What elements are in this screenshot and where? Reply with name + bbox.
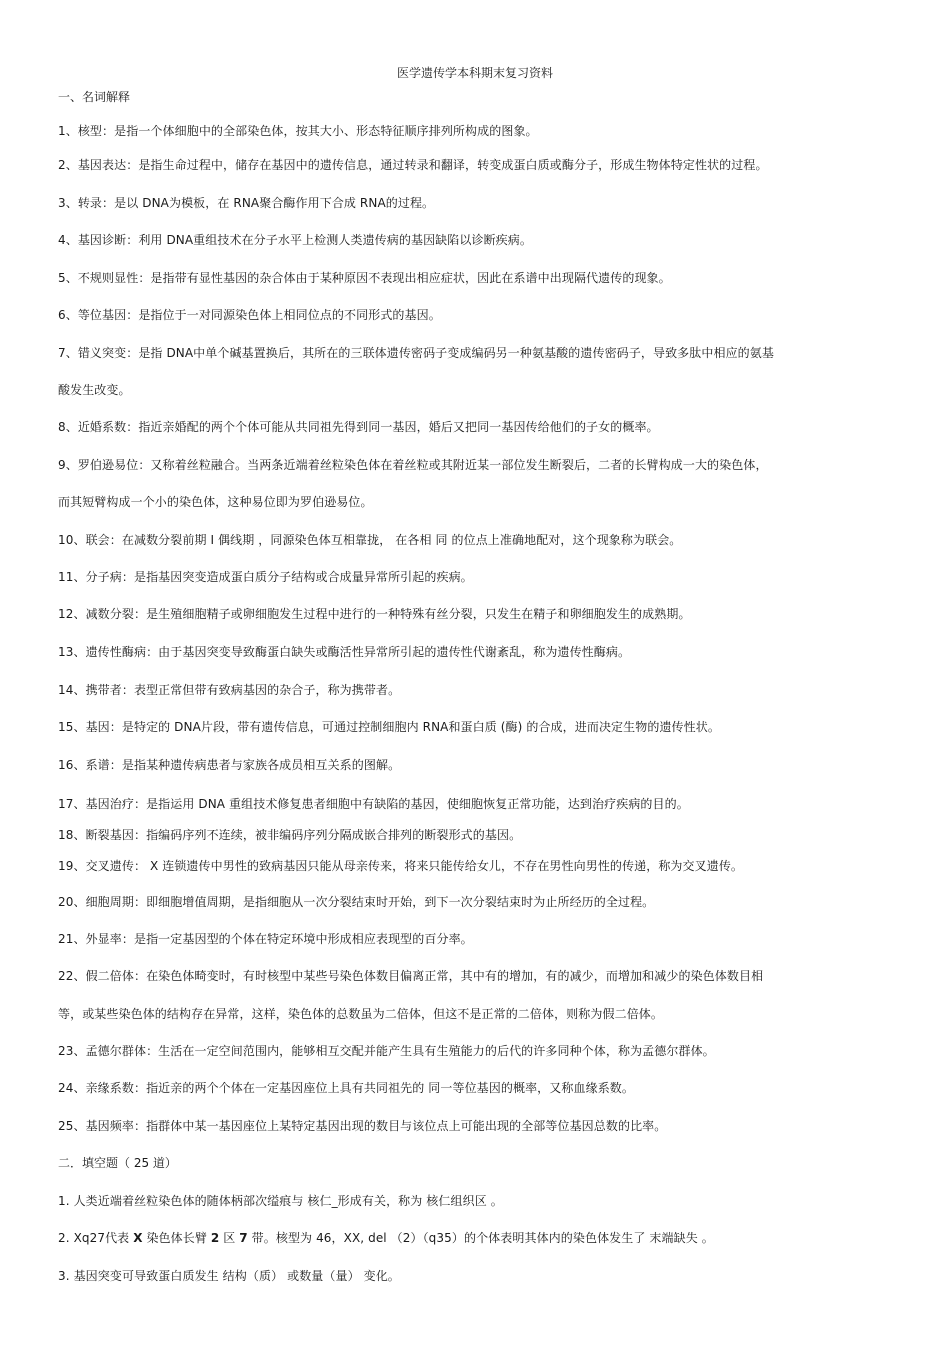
term-line-continuation: 酸发生改变。: [58, 383, 131, 397]
term-line: 18、断裂基因：指编码序列不连续，被非编码序列分隔成嵌合排列的断裂形式的基因。: [58, 828, 522, 842]
term-line: 2、基因表达：是指生命过程中，储存在基因中的遗传信息，通过转录和翻译，转变成蛋白质或酶分子，形成生物体特定性状的过程。: [58, 158, 768, 172]
term-line: 9、罗伯逊易位：又称着丝粒融合。当两条近端着丝粒染色体在着丝粒或其附近某一部位发生断裂后，二者的长臂构成一大的染色体，: [58, 458, 768, 472]
term-line: 14、携带者：表型正常但带有致病基因的杂合子，称为携带者。: [58, 683, 401, 697]
term-line: 21、外显率：是指一定基因型的个体在特定环境中形成相应表现型的百分率。: [58, 932, 473, 946]
fill-q2-text: 染色体长臂: [142, 1231, 211, 1245]
term-line-continuation: 而其短臂构成一个小的染色体，这种易位即为罗伯逊易位。: [58, 495, 373, 509]
term-line: 3、转录：是以 DNA为模板，在 RNA聚合酶作用下合成 RNA的过程。: [58, 196, 435, 210]
term-line: 7、错义突变：是指 DNA中单个碱基置换后，其所在的三联体遗传密码子变成编码另一种氨基酸的遗传密码子，导致多肽中相应的氨基: [58, 346, 774, 360]
term-line: 19、交叉遗传： X 连锁遗传中男性的致病基因只能从母亲传来，将来只能传给女儿，不存在男性向男性的传递，称为交叉遗传。: [58, 859, 744, 873]
term-line: 17、基因治疗：是指运用 DNA 重组技术修复患者细胞中有缺陷的基因，使细胞恢复正常功能，达到治疗疾病的目的。: [58, 797, 689, 811]
fill-q2-text: 2. Xq27代表: [58, 1231, 134, 1245]
term-line: 4、基因诊断：利用 DNA重组技术在分子水平上检测人类遗传病的基因缺陷以诊断疾病。: [58, 233, 532, 247]
section-heading-terms: 一、名词解释: [58, 90, 131, 104]
fill-q2-answer-x: X: [133, 1231, 143, 1245]
fill-question-1: 1. 人类近端着丝粒染色体的随体柄部次缢痕与 核仁_形成有关，称为 核仁组织区 。: [58, 1194, 503, 1208]
term-line: 8、近婚系数：指近亲婚配的两个个体可能从共同祖先得到同一基因，婚后又把同一基因传给他们的子女的概率。: [58, 420, 659, 434]
fill-question-2: [58, 1229, 714, 1246]
document-title: 医学遗传学本科期末复习资料: [396, 66, 553, 80]
fill-q2-answer-band: 7: [239, 1231, 248, 1245]
fill-q2-text: 带。核型为 46，XX, del （2）（q35）的个体表明其体内的染色体发生了 末端缺失 。: [247, 1231, 714, 1245]
term-line: 12、减数分裂：是生殖细胞精子或卵细胞发生过程中进行的一种特殊有丝分裂，只发生在精子和卵细胞发生的成熟期。: [58, 607, 691, 621]
fill-question-3: 3. 基因突变可导致蛋白质发生 结构（质） 或数量（量） 变化。: [58, 1269, 400, 1283]
term-line: 23、孟德尔群体：生活在一定空间范围内，能够相互交配并能产生具有生殖能力的后代的许多同种个体，称为孟德尔群体。: [58, 1044, 715, 1058]
term-line: 11、分子病：是指基因突变造成蛋白质分子结构或合成量异常所引起的疾病。: [58, 570, 473, 584]
term-line: 20、细胞周期：即细胞增值周期，是指细胞从一次分裂结束时开始，到下一次分裂结束时为止所经历的全过程。: [58, 895, 655, 909]
term-line: 10、联会：在减数分裂前期 I 偶线期 ，同源染色体互相靠拢， 在各相 同 的位点上准确地配对，这个现象称为联会。: [58, 533, 682, 547]
term-line: 16、系谱：是指某种遗传病患者与家族各成员相互关系的图解。: [58, 758, 401, 772]
term-line-continuation: 等，或某些染色体的结构存在异常，这样，染色体的总数虽为二倍体，但这不是正常的二倍体，则称为假二倍体。: [58, 1007, 664, 1021]
term-line: 5、不规则显性：是指带有显性基因的杂合体由于某种原因不表现出相应症状，因此在系谱中出现隔代遗传的现象。: [58, 271, 671, 285]
term-line: 22、假二倍体：在染色体畸变时，有时核型中某些号染色体数目偏离正常，其中有的增加，有的减少，而增加和减少的染色体数目相: [58, 969, 764, 983]
term-line: 13、遗传性酶病：由于基因突变导致酶蛋白缺失或酶活性异常所引起的遗传性代谢紊乱，称为遗传性酶病。: [58, 645, 631, 659]
term-line: 6、等位基因：是指位于一对同源染色体上相同位点的不同形式的基因。: [58, 308, 441, 322]
term-line: 25、基因频率：指群体中某一基因座位上某特定基因出现的数目与该位点上可能出现的全部等位基因总数的比率。: [58, 1119, 667, 1133]
term-line: 15、基因：是特定的 DNA片段，带有遗传信息，可通过控制细胞内 RNA和蛋白质 (酶) 的合成，进而决定生物的遗传性状。: [58, 720, 720, 734]
section-heading-fill: 二．填空题（ 25 道）: [58, 1156, 177, 1170]
fill-q2-answer-region: 2: [210, 1231, 220, 1245]
fill-q2-text: 区: [219, 1231, 240, 1245]
term-line: 1、核型：是指一个体细胞中的全部染色体，按其大小、形态特征顺序排列所构成的图象。: [58, 124, 538, 138]
term-line: 24、亲缘系数：指近亲的两个个体在一定基因座位上具有共同祖先的 同一等位基因的概率，又称血缘系数。: [58, 1081, 634, 1095]
